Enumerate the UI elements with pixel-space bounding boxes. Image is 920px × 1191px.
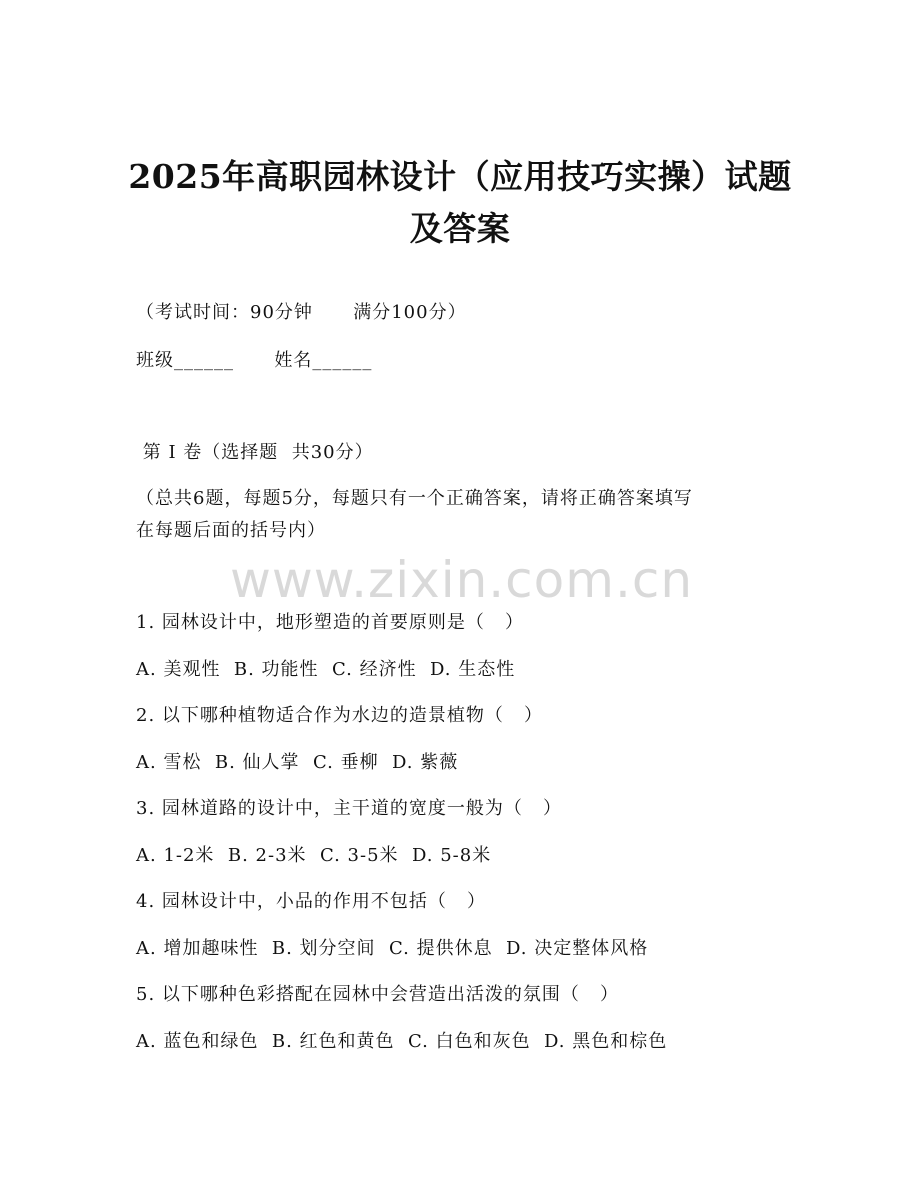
class-name-fields: 班级______ 姓名______ bbox=[136, 350, 373, 371]
section-instructions-line-2: 在每题后面的括号内） bbox=[136, 520, 326, 541]
exam-info: （考试时间：90分钟 满分100分） bbox=[136, 302, 467, 323]
section-instructions-line-1: （总共6题，每题5分，每题只有一个正确答案，请将正确答案填写 bbox=[136, 488, 693, 509]
question-2-stem: 2. 以下哪种植物适合作为水边的造景植物（ ） bbox=[136, 705, 544, 726]
document-title-line-1: 2025年高职园林设计（应用技巧实操）试题 bbox=[128, 157, 792, 196]
question-4-stem: 4. 园林设计中，小品的作用不包括（ ） bbox=[136, 891, 487, 912]
question-2-options: A. 雪松 B. 仙人掌 C. 垂柳 D. 紫薇 bbox=[136, 752, 459, 773]
watermark: www.zixin.com.cn bbox=[230, 551, 694, 609]
question-1-options: A. 美观性 B. 功能性 C. 经济性 D. 生态性 bbox=[136, 659, 516, 680]
question-4-options: A. 增加趣味性 B. 划分空间 C. 提供休息 D. 决定整体风格 bbox=[136, 938, 649, 959]
question-5-stem: 5. 以下哪种色彩搭配在园林中会营造出活泼的氛围（ ） bbox=[136, 984, 620, 1005]
question-3-stem: 3. 园林道路的设计中，主干道的宽度一般为（ ） bbox=[136, 798, 563, 819]
question-3-options: A. 1-2米 B. 2-3米 C. 3-5米 D. 5-8米 bbox=[136, 845, 492, 866]
question-5-options: A. 蓝色和绿色 B. 红色和黄色 C. 白色和灰色 D. 黑色和棕色 bbox=[136, 1031, 668, 1052]
question-1-stem: 1. 园林设计中，地形塑造的首要原则是（ ） bbox=[136, 612, 525, 633]
section-heading: 第 I 卷（选择题 共30分） bbox=[136, 442, 374, 463]
document-title-line-2: 及答案 bbox=[409, 209, 511, 248]
